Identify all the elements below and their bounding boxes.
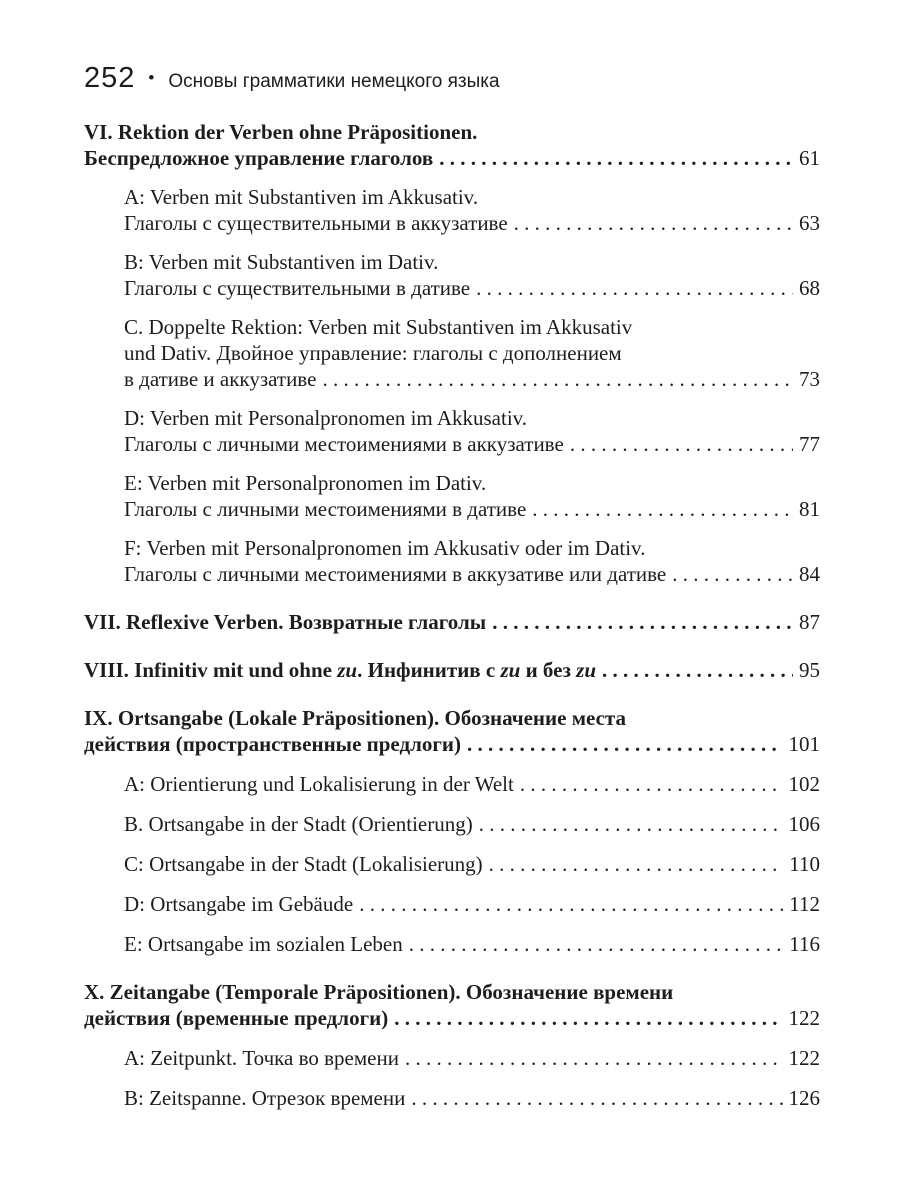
- toc-section[interactable]: [124, 249, 820, 301]
- leader-dots: [467, 731, 783, 757]
- page-number: 252: [84, 62, 136, 94]
- chapter-title: VII. Reflexive Verben. Возвратные глаголы: [84, 610, 487, 634]
- toc-section[interactable]: [124, 1085, 820, 1111]
- section-title-line: Глаголы с существительными в дативе: [124, 276, 471, 300]
- leader-dots: [479, 811, 783, 837]
- bullet-icon: •: [148, 68, 155, 87]
- section-title-line: und Dativ. Двойное управление: глаголы с дополнением: [124, 341, 622, 365]
- toc-section[interactable]: [124, 184, 820, 236]
- chapter-title-line: IX. Ortsangabe (Lokale Präpositionen). Обозначение места: [84, 706, 626, 730]
- running-head: [84, 62, 820, 95]
- toc-chapter-6: [84, 119, 820, 587]
- section-title: A: Orientierung und Lokalisierung in der Welt: [124, 772, 514, 796]
- toc-section[interactable]: [124, 851, 820, 877]
- section-title: E: Ortsangabe im sozialen Leben: [124, 932, 403, 956]
- italic-zu: zu: [337, 658, 358, 682]
- section-title-line: Глаголы с существительными в аккузативе: [124, 211, 508, 235]
- chapter-title-line: действия (пространственные предлоги): [84, 732, 461, 756]
- leader-dots: [570, 431, 793, 457]
- section-title-line: D: Verben mit Personalpronomen im Akkusativ.: [124, 406, 528, 430]
- toc-chapter-8[interactable]: [84, 657, 820, 683]
- page-ref: 73: [799, 367, 820, 391]
- toc-section[interactable]: [124, 314, 820, 392]
- title-part: VIII. Infinitiv mit und ohne: [84, 658, 338, 682]
- page-ref: 87: [799, 610, 820, 634]
- chapter-title-line: Беспредложное управление глаголов: [84, 146, 434, 170]
- leader-dots: [322, 366, 793, 392]
- leader-dots: [405, 1045, 783, 1071]
- page-ref: 102: [788, 772, 820, 796]
- section-title: A: Zeitpunkt. Точка во времени: [124, 1046, 399, 1070]
- page-ref: 61: [799, 146, 820, 170]
- toc-entry[interactable]: [84, 1005, 820, 1031]
- section-title-line: B: Verben mit Substantiven im Dativ.: [124, 250, 439, 274]
- toc-entry[interactable]: [84, 145, 820, 171]
- page-ref: 116: [789, 932, 820, 956]
- leader-dots: [520, 771, 783, 797]
- chapter-title: [84, 657, 596, 683]
- page-ref: 110: [789, 852, 820, 876]
- page-ref: 77: [799, 432, 820, 456]
- toc-section[interactable]: [124, 771, 820, 797]
- section-title: B. Ortsangabe in der Stadt (Orientierung): [124, 812, 473, 836]
- section-title-line: в дативе и аккузативе: [124, 367, 317, 391]
- leader-dots: [492, 609, 793, 635]
- page-ref: 101: [788, 732, 820, 756]
- leader-dots: [602, 657, 793, 683]
- page-ref: 84: [799, 562, 820, 586]
- leader-dots: [489, 851, 784, 877]
- page-ref: 122: [788, 1046, 820, 1070]
- leader-dots: [672, 561, 793, 587]
- section-title-line: E: Verben mit Personalpronomen im Dativ.: [124, 471, 487, 495]
- leader-dots: [439, 145, 793, 171]
- title-part: . Инфинитив с: [357, 658, 501, 682]
- toc-section[interactable]: [124, 891, 820, 917]
- section-title-line: F: Verben mit Personalpronomen im Akkusativ oder im Dativ.: [124, 536, 646, 560]
- page-ref: 68: [799, 276, 820, 300]
- section-title-line: A: Verben mit Substantiven im Akkusativ.: [124, 185, 479, 209]
- book-title: Основы грамматики немецкого языка: [168, 71, 500, 92]
- leader-dots: [514, 210, 793, 236]
- page-ref: 112: [789, 892, 820, 916]
- italic-zu: zu: [500, 658, 521, 682]
- chapter-title-line: действия (временные предлоги): [84, 1006, 389, 1030]
- chapter-title-line: X. Zeitangabe (Temporale Präpositionen). Обозначение времени: [84, 980, 674, 1004]
- toc-entry[interactable]: [84, 731, 820, 757]
- section-title: B: Zeitspanne. Отрезок времени: [124, 1086, 406, 1110]
- leader-dots: [409, 931, 784, 957]
- toc-section[interactable]: [124, 535, 820, 587]
- toc-section[interactable]: [124, 931, 820, 957]
- leader-dots: [532, 496, 793, 522]
- section-title: C: Ortsangabe in der Stadt (Lokalisierung): [124, 852, 483, 876]
- page-ref: 106: [788, 812, 820, 836]
- toc-section[interactable]: [124, 405, 820, 457]
- leader-dots: [411, 1085, 782, 1111]
- title-part: и без: [520, 658, 577, 682]
- toc-section[interactable]: [124, 470, 820, 522]
- page-ref: 126: [788, 1086, 820, 1110]
- leader-dots: [394, 1005, 782, 1031]
- page-ref: 81: [799, 497, 820, 521]
- page-ref: 122: [788, 1006, 820, 1030]
- section-title-line: Глаголы с личными местоимениями в аккузативе: [124, 432, 564, 456]
- toc-chapter-7[interactable]: [84, 609, 820, 635]
- toc-section[interactable]: [124, 1045, 820, 1071]
- page-ref: 95: [799, 658, 820, 682]
- toc-chapter-9: [84, 705, 820, 957]
- section-title: D: Ortsangabe im Gebäude: [124, 892, 354, 916]
- toc-section[interactable]: [124, 811, 820, 837]
- section-title-line: Глаголы с личными местоимениями в аккузативе или дативе: [124, 562, 667, 586]
- page-ref: 63: [799, 211, 820, 235]
- leader-dots: [359, 891, 783, 917]
- section-title-line: C. Doppelte Rektion: Verben mit Substantiven im Akkusativ: [124, 315, 633, 339]
- book-page: [84, 62, 820, 1111]
- toc-chapter-10: [84, 979, 820, 1111]
- leader-dots: [476, 275, 793, 301]
- section-title-line: Глаголы с личными местоимениями в дативе: [124, 497, 527, 521]
- italic-zu: zu: [576, 658, 597, 682]
- chapter-title-line: VI. Rektion der Verben ohne Präpositionen.: [84, 120, 478, 144]
